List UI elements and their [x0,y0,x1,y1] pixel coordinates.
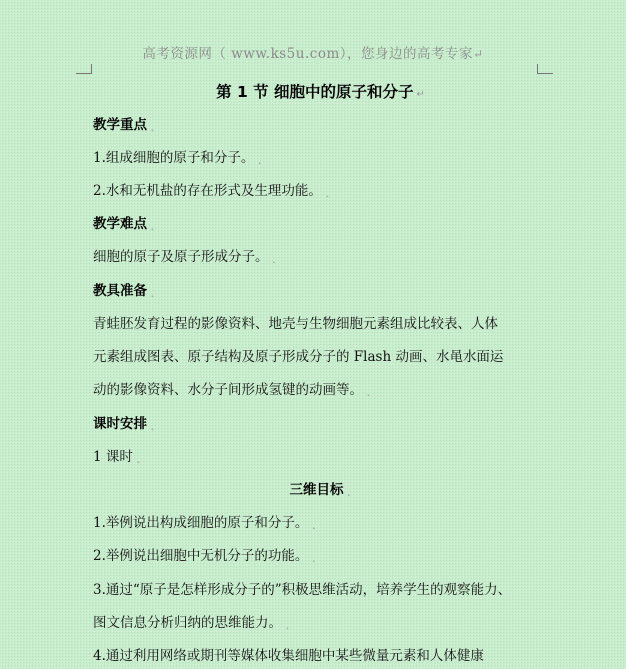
paragraph-mark-icon: ˛ [150,287,155,298]
paragraph-mark-icon: ˛ [271,253,277,264]
section-heading-difficulties: 教学难点 ˛ [93,216,155,232]
header-text: 高考资源网（ www.ks5u.com），您身边的高考专家 [142,46,473,62]
paragraph-mark-icon: ˛ [135,453,141,464]
document-line: 4.通过利用网络或期刊等媒体收集细胞中某些微量元素和人体健康 [93,648,484,664]
document-line: 2.举例说出细胞中无机分子的功能。 ˛ [93,548,317,564]
paragraph-mark-icon: ˛ [150,420,155,431]
section-heading-schedule: 课时安排 ˛ [93,416,155,432]
document-line: 1.举例说出构成细胞的原子和分子。 ˛ [93,515,317,531]
section-heading-objectives: 三维目标 ˛ [289,482,352,498]
paragraph-mark-icon: ˛ [346,486,352,497]
document-line: 细胞的原子及原子形成分子。 ˛ [93,249,277,265]
paragraph-mark-icon: ↵ [473,47,484,61]
document-line: 青蛙胚发育过程的影像资料、地壳与生物细胞元素组成比较表、人体 [93,316,498,332]
section-heading-key-points: 教学重点 ˛ [93,117,155,133]
document-line: 图文信息分析归纳的思维能力。 ˛ [93,615,290,631]
page-header [0,42,626,62]
paragraph-mark-icon: ˛ [311,519,317,530]
section-heading-materials: 教具准备 ˛ [93,283,155,299]
document-line: 1.组成细胞的原子和分子。 ˛ [93,150,263,166]
document-line: 1 课时 ˛ [93,449,141,465]
paragraph-mark-icon: ˛ [150,121,155,132]
margin-corner-right-icon [537,64,553,74]
paragraph-mark-icon: ˛ [311,552,317,563]
document-line: 3.通过“原子是怎样形成分子的”积极思维活动，培养学生的观察能力、 [93,582,512,598]
paragraph-mark-icon: ˛ [257,154,263,165]
document-title: 第 1 节 细胞中的原子和分子 ↵ [216,83,425,101]
paragraph-mark-icon: ˛ [366,386,371,397]
paragraph-mark-icon: ↵ [416,89,425,100]
margin-corner-left-icon [76,64,92,74]
paragraph-mark-icon: ˛ [150,220,155,231]
paragraph-mark-icon: ˛ [324,187,330,198]
document-line: 元素组成图表、原子结构及原子形成分子的 Flash 动画、水黾水面运 [93,349,504,365]
document-line: 动的影像资料、水分子间形成氢键的动画等。 ˛ [93,382,371,398]
document-line: 2.水和无机盐的存在形式及生理功能。 ˛ [93,183,330,199]
paragraph-mark-icon: ˛ [285,619,290,630]
